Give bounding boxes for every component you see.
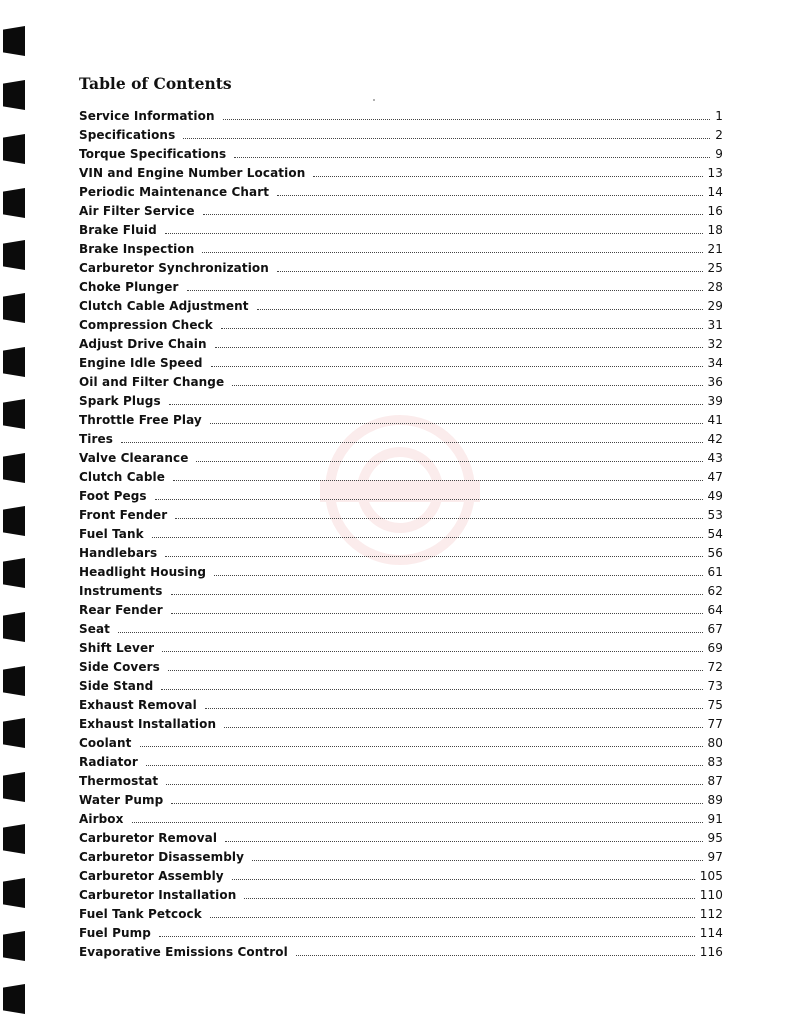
toc-entry-page-number: 110 <box>699 888 723 902</box>
dot-leader <box>183 126 710 139</box>
dot-leader <box>205 696 703 709</box>
toc-entry-page-number: 18 <box>707 223 723 237</box>
binding-hole <box>3 293 25 323</box>
dot-leader <box>203 202 703 215</box>
dot-leader <box>132 810 703 823</box>
dot-leader <box>159 924 695 937</box>
toc-entry[interactable] <box>79 297 723 316</box>
toc-entry-page-number: 87 <box>707 774 723 788</box>
toc-entry-title: Valve Clearance <box>79 451 189 465</box>
toc-entry-title: Handlebars <box>79 546 158 560</box>
toc-entry[interactable] <box>79 639 723 658</box>
toc-entry-title: Clutch Cable Adjustment <box>79 299 249 313</box>
toc-entry[interactable] <box>79 810 723 829</box>
toc-entry-title: Coolant <box>79 736 132 750</box>
dot-leader <box>225 829 702 842</box>
toc-entry-page-number: 53 <box>707 508 723 522</box>
toc-entry[interactable] <box>79 544 723 563</box>
toc-entry[interactable] <box>79 563 723 582</box>
dot-leader <box>210 411 703 424</box>
toc-entry-title: Carburetor Disassembly <box>79 850 245 864</box>
binding-hole <box>3 453 25 483</box>
toc-entry[interactable] <box>79 620 723 639</box>
toc-entry-title: Brake Inspection <box>79 242 195 256</box>
toc-entry-title: Carburetor Removal <box>79 831 218 845</box>
dot-leader <box>175 506 702 519</box>
binding-hole <box>3 80 25 110</box>
toc-entry-title: Throttle Free Play <box>79 413 202 427</box>
toc-entry-title: Fuel Tank Petcock <box>79 907 202 921</box>
binding-hole <box>3 772 25 802</box>
dot-leader <box>313 164 702 177</box>
toc-entry-title: Specifications <box>79 128 176 142</box>
toc-entry[interactable] <box>79 411 723 430</box>
toc-entry[interactable] <box>79 430 723 449</box>
dot-leader <box>232 867 695 880</box>
toc-entry-page-number: 89 <box>707 793 723 807</box>
toc-entry[interactable] <box>79 772 723 791</box>
dot-leader <box>187 278 703 291</box>
dot-leader <box>166 772 702 785</box>
toc-entry-page-number: 97 <box>707 850 723 864</box>
toc-entry-page-number: 95 <box>707 831 723 845</box>
dot-leader <box>234 145 710 158</box>
toc-entry-page-number: 72 <box>707 660 723 674</box>
dot-leader <box>224 715 702 728</box>
spiral-binding <box>0 0 30 1035</box>
toc-entry-page-number: 9 <box>715 147 723 161</box>
dot-leader <box>168 658 703 671</box>
toc-entry[interactable] <box>79 734 723 753</box>
binding-hole <box>3 718 25 748</box>
toc-entry-page-number: 34 <box>707 356 723 370</box>
toc-entry[interactable] <box>79 715 723 734</box>
toc-entry-title: Thermostat <box>79 774 159 788</box>
toc-entry[interactable] <box>79 677 723 696</box>
dot-leader <box>146 753 703 766</box>
toc-entry-page-number: 61 <box>707 565 723 579</box>
dot-leader <box>221 316 703 329</box>
toc-entry[interactable] <box>79 240 723 259</box>
toc-entry[interactable] <box>79 848 723 867</box>
toc-entry-page-number: 114 <box>699 926 723 940</box>
dot-leader <box>165 221 703 234</box>
dot-leader <box>152 525 703 538</box>
dot-leader <box>155 487 703 500</box>
toc-entry[interactable] <box>79 316 723 335</box>
toc-entry[interactable] <box>79 468 723 487</box>
binding-hole <box>3 612 25 642</box>
toc-entry[interactable] <box>79 525 723 544</box>
dot-leader <box>173 468 703 481</box>
toc-entry-page-number: 105 <box>699 869 723 883</box>
toc-entry-title: Torque Specifications <box>79 147 227 161</box>
toc-entry[interactable] <box>79 506 723 525</box>
dot-leader <box>121 430 703 443</box>
toc-entry-page-number: 67 <box>707 622 723 636</box>
toc-entry[interactable] <box>79 164 723 183</box>
toc-entry[interactable] <box>79 886 723 905</box>
binding-hole <box>3 878 25 908</box>
toc-entry[interactable] <box>79 221 723 240</box>
binding-hole <box>3 399 25 429</box>
toc-entry-page-number: 47 <box>707 470 723 484</box>
toc-entry-page-number: 36 <box>707 375 723 389</box>
toc-entry-page-number: 25 <box>707 261 723 275</box>
toc-entry-title: Foot Pegs <box>79 489 147 503</box>
dot-leader <box>215 335 703 348</box>
toc-entry[interactable] <box>79 791 723 810</box>
toc-entry-page-number: 16 <box>707 204 723 218</box>
toc-entry-page-number: 39 <box>707 394 723 408</box>
toc-entry[interactable] <box>79 145 723 164</box>
toc-entry-page-number: 77 <box>707 717 723 731</box>
toc-entry-title: Brake Fluid <box>79 223 157 237</box>
binding-hole <box>3 134 25 164</box>
toc-entry-title: Choke Plunger <box>79 280 179 294</box>
toc-entry-title: Carburetor Synchronization <box>79 261 269 275</box>
toc-entry-page-number: 41 <box>707 413 723 427</box>
toc-entry-title: Oil and Filter Change <box>79 375 225 389</box>
toc-entry-page-number: 112 <box>699 907 723 921</box>
toc-entry-page-number: 14 <box>707 185 723 199</box>
toc-entry-title: Exhaust Removal <box>79 698 197 712</box>
toc-entry[interactable] <box>79 354 723 373</box>
toc-entry-title: Adjust Drive Chain <box>79 337 207 351</box>
toc-entry-title: Front Fender <box>79 508 168 522</box>
toc-entry-page-number: 75 <box>707 698 723 712</box>
toc-entry[interactable] <box>79 392 723 411</box>
dot-leader <box>277 183 702 196</box>
toc-entry[interactable] <box>79 487 723 506</box>
binding-hole <box>3 824 25 854</box>
toc-entry-page-number: 73 <box>707 679 723 693</box>
toc-entry[interactable] <box>79 278 723 297</box>
toc-entry-page-number: 13 <box>707 166 723 180</box>
toc-entry-title: Carburetor Installation <box>79 888 237 902</box>
dot-leader <box>232 373 702 386</box>
toc-entry-page-number: 56 <box>707 546 723 560</box>
toc-entry-title: Rear Fender <box>79 603 163 617</box>
toc-entry-page-number: 62 <box>707 584 723 598</box>
toc-entry-title: Clutch Cable <box>79 470 165 484</box>
dot-leader <box>140 734 703 747</box>
toc-entry-page-number: 21 <box>707 242 723 256</box>
dot-leader <box>162 639 702 652</box>
toc-entry-title: Tires <box>79 432 113 446</box>
toc-entry-title: Side Stand <box>79 679 154 693</box>
toc-entry-page-number: 91 <box>707 812 723 826</box>
binding-hole <box>3 666 25 696</box>
dot-leader <box>296 943 695 956</box>
dot-leader <box>211 354 703 367</box>
dot-leader <box>214 563 702 576</box>
toc-entry[interactable] <box>79 943 723 962</box>
toc-entry[interactable] <box>79 867 723 886</box>
binding-hole <box>3 984 25 1014</box>
toc-entry-page-number: 29 <box>707 299 723 313</box>
toc-entry-page-number: 31 <box>707 318 723 332</box>
toc-entry-title: Side Covers <box>79 660 160 674</box>
toc-entry-title: Shift Lever <box>79 641 155 655</box>
toc-entry-title: Exhaust Installation <box>79 717 217 731</box>
toc-entry[interactable] <box>79 107 723 126</box>
toc-entry-title: Service Information <box>79 109 215 123</box>
toc-entry[interactable] <box>79 202 723 221</box>
toc-entry[interactable] <box>79 753 723 772</box>
toc-entry-title: Air Filter Service <box>79 204 195 218</box>
dot-leader <box>171 582 703 595</box>
binding-hole <box>3 347 25 377</box>
dot-leader <box>165 544 702 557</box>
toc-entry-title: Engine Idle Speed <box>79 356 203 370</box>
dot-leader <box>210 905 695 918</box>
dot-leader <box>257 297 703 310</box>
toc-entry[interactable] <box>79 601 723 620</box>
binding-hole <box>3 240 25 270</box>
toc-entry-title: Fuel Pump <box>79 926 151 940</box>
toc-entry-page-number: 49 <box>707 489 723 503</box>
toc-entry-page-number: 42 <box>707 432 723 446</box>
binding-hole <box>3 188 25 218</box>
page-title: Table of Contents <box>79 74 232 93</box>
dot-leader <box>196 449 702 462</box>
toc-entry[interactable] <box>79 259 723 278</box>
dot-leader <box>161 677 702 690</box>
toc-entry-title: VIN and Engine Number Location <box>79 166 306 180</box>
dot-leader <box>244 886 694 899</box>
binding-hole <box>3 931 25 961</box>
toc-entry[interactable] <box>79 582 723 601</box>
toc-entry-title: Instruments <box>79 584 163 598</box>
dot-leader <box>171 791 702 804</box>
toc-entry[interactable] <box>79 183 723 202</box>
toc-entry-page-number: 54 <box>707 527 723 541</box>
toc-entry-page-number: 83 <box>707 755 723 769</box>
toc-entry[interactable] <box>79 905 723 924</box>
toc-entry[interactable] <box>79 829 723 848</box>
dot-leader <box>118 620 703 633</box>
dot-leader <box>202 240 702 253</box>
binding-hole <box>3 26 25 56</box>
dot-leader <box>252 848 702 861</box>
scan-speck <box>373 99 375 101</box>
toc-entry[interactable] <box>79 658 723 677</box>
toc-entry-title: Radiator <box>79 755 138 769</box>
toc-entry[interactable] <box>79 449 723 468</box>
toc-entry-page-number: 28 <box>707 280 723 294</box>
toc-entry-title: Water Pump <box>79 793 164 807</box>
toc-entry-page-number: 32 <box>707 337 723 351</box>
toc-entry-title: Airbox <box>79 812 124 826</box>
toc-entry-title: Evaporative Emissions Control <box>79 945 288 959</box>
toc-entry-title: Seat <box>79 622 111 636</box>
dot-leader <box>169 392 703 405</box>
toc-entry-page-number: 64 <box>707 603 723 617</box>
toc-entry[interactable] <box>79 335 723 354</box>
toc-entry-title: Carburetor Assembly <box>79 869 224 883</box>
toc-entry-page-number: 43 <box>707 451 723 465</box>
toc-entry-title: Headlight Housing <box>79 565 207 579</box>
toc-entry[interactable] <box>79 373 723 392</box>
toc-entry[interactable] <box>79 696 723 715</box>
toc-entry-page-number: 116 <box>699 945 723 959</box>
toc-entry[interactable] <box>79 924 723 943</box>
dot-leader <box>171 601 703 614</box>
toc-entry-title: Compression Check <box>79 318 213 332</box>
toc-entry-page-number: 2 <box>715 128 723 142</box>
dot-leader <box>223 107 711 120</box>
toc-entry-page-number: 80 <box>707 736 723 750</box>
table-of-contents <box>79 107 723 962</box>
toc-entry-title: Fuel Tank <box>79 527 144 541</box>
toc-entry-page-number: 1 <box>715 109 723 123</box>
toc-entry-title: Periodic Maintenance Chart <box>79 185 270 199</box>
binding-hole <box>3 558 25 588</box>
toc-entry[interactable] <box>79 126 723 145</box>
binding-hole <box>3 506 25 536</box>
dot-leader <box>277 259 703 272</box>
toc-entry-page-number: 69 <box>707 641 723 655</box>
toc-entry-title: Spark Plugs <box>79 394 161 408</box>
